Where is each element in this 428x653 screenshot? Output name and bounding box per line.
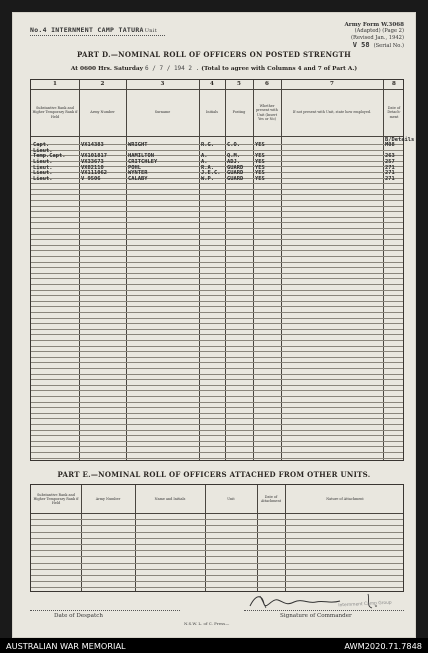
part-d-row-rule <box>31 407 403 408</box>
part-d-row-rule <box>31 385 403 386</box>
form-info <box>344 22 404 50</box>
form-code: Army Form W.3068 <box>344 22 404 28</box>
part-d-row-rule <box>31 396 403 397</box>
part-d-cell-rank: Lieut. <box>33 147 53 154</box>
printer-mark: N.S.W. L. of C. Press— <box>184 621 230 626</box>
part-d-row-rule <box>31 301 403 302</box>
part-d-row-rule <box>31 250 403 251</box>
part-d-cell-rank: Lieut. <box>33 175 53 182</box>
part-d-row-rule <box>31 368 403 369</box>
part-d-row-rule <box>31 295 403 296</box>
part-d-column-divider <box>126 80 127 460</box>
part-d-column-header: Whether present with Unit (Insert Yes or No) <box>256 104 278 121</box>
part-d-column-header: Substantive Rank and Higher Temporary Rank if Held <box>32 106 78 119</box>
part-e-row-rule <box>31 569 403 570</box>
part-d-cell-surname: CRITCHLEY <box>128 158 158 165</box>
part-d-column-header: Date of Detach-ment <box>387 106 401 119</box>
part-d-row-rule <box>31 430 403 431</box>
part-d-row-rule <box>31 306 403 307</box>
part-e-row-rule <box>31 538 403 539</box>
part-d-row-rule <box>31 211 403 212</box>
part-d-header-rule <box>31 89 403 90</box>
part-e-row-rule <box>31 519 403 520</box>
part-d-row-rule <box>31 273 403 274</box>
part-d-cell-initials: R.G. <box>201 142 214 149</box>
part-d-cell-initials: A. <box>201 158 208 165</box>
signature-label: Signature of Commander <box>280 613 352 619</box>
part-d-row-rule <box>31 452 403 453</box>
part-d-cell-initials: R.A. <box>201 164 214 171</box>
part-d-cell-date: 263 <box>385 153 395 160</box>
part-d-cell-number: VX101817 <box>81 153 107 160</box>
part-d-cell-date: 271 <box>385 170 395 177</box>
part-d-cell-rank: Lieut. <box>33 170 53 177</box>
part-d-cell-number: VX111062 <box>81 170 107 177</box>
serial-label: (Serial No.) <box>373 43 404 50</box>
caption-left: AUSTRALIAN WAR MEMORIAL <box>6 640 126 651</box>
part-d-row-rule <box>31 267 403 268</box>
part-e-row-rule <box>31 525 403 526</box>
part-e-column-header: Date of Attachment <box>261 494 281 503</box>
part-d-column-divider <box>383 80 384 460</box>
part-d-cell-number: V 9506 <box>81 175 101 182</box>
part-d-column-header: Initials <box>206 110 218 115</box>
part-d-column-number: 2 <box>100 81 105 87</box>
part-d-cell-present: YES <box>255 153 265 160</box>
part-d-cell-posting: C.O. <box>227 142 240 149</box>
date-handwritten: 6 / 7 / 194 2 . <box>145 65 200 72</box>
part-d-column-number: 5 <box>237 81 241 87</box>
part-d-row-rule <box>31 334 403 335</box>
part-d-column-header: If not present with Unit, state how employed. <box>292 110 372 115</box>
part-d-row-rule <box>31 351 403 352</box>
serial-row <box>344 42 404 49</box>
part-d-row-rule <box>31 183 403 184</box>
part-e-row-rule <box>31 587 403 588</box>
unit-underline <box>30 35 165 36</box>
caption-right: AWM2020.71.7848 <box>344 640 422 651</box>
part-d-cell-rank: Lieut. <box>33 158 53 165</box>
part-d-row-rule <box>31 374 403 375</box>
part-d-column-number: 8 <box>392 81 396 87</box>
part-d-cell-rank: Capt. <box>33 142 50 149</box>
part-d-cell-surname: WRIGHT <box>128 142 148 149</box>
part-d-column-header: Surname <box>154 110 171 115</box>
part-d-column-divider <box>253 80 254 460</box>
part-d-row-rule <box>31 435 403 436</box>
part-e-table <box>30 484 404 592</box>
part-d-cell-date: B/Details <box>385 136 415 143</box>
part-e-column-header: Substantive Rank and Higher Temporary Rank if Held <box>33 492 79 506</box>
part-d-cell-initials: J.E.C. <box>201 170 221 177</box>
part-d-cell-present: YES <box>255 170 265 177</box>
part-d-cell-initials: W.P. <box>201 175 214 182</box>
part-d-cell-posting: Q.M. <box>227 153 240 160</box>
part-e-row-rule <box>31 556 403 557</box>
part-d-column-header: Posting <box>232 110 246 115</box>
part-d-cell-posting: GUARD <box>227 170 244 177</box>
despatch-label: Date of Despatch <box>54 613 103 619</box>
part-d-cell-surname: HAMILTON <box>128 153 154 160</box>
part-d-row-rule <box>31 424 403 425</box>
part-d-column-number: 4 <box>210 81 214 87</box>
part-d-row-rule <box>31 379 403 380</box>
part-d-column-divider <box>199 80 200 460</box>
part-d-row-rule <box>31 200 403 201</box>
unit-name-field <box>30 26 157 34</box>
part-d-cell-rank: Lieut. <box>33 164 53 171</box>
unit-suffix: Unit <box>144 28 158 34</box>
part-d-row-rule <box>31 262 403 263</box>
part-d-row-rule <box>31 290 403 291</box>
part-d-cell-posting: ADJ. <box>227 158 240 165</box>
part-d-row-rule <box>31 222 403 223</box>
part-d-row-rule <box>31 329 403 330</box>
part-e-column-header: Nature of Attachment <box>326 496 364 501</box>
part-d-cell-present: YES <box>255 142 265 149</box>
part-e-row-rule <box>31 563 403 564</box>
part-d-row-rule <box>31 228 403 229</box>
part-d-row-rule <box>31 239 403 240</box>
part-d-cell-date: 257 <box>385 158 395 165</box>
part-d-row-rule <box>31 340 403 341</box>
part-d-row-rule <box>31 402 403 403</box>
part-d-row-rule <box>31 312 403 313</box>
part-d-cell-number: VX82110 <box>81 164 104 171</box>
part-d-row-rule <box>31 234 403 235</box>
part-d-header-rule <box>31 136 403 137</box>
part-d-cell-surname: CALABY <box>128 175 148 182</box>
part-d-cell-date: 271 <box>385 164 395 171</box>
part-e-row-rule <box>31 575 403 576</box>
part-e-row-rule <box>31 581 403 582</box>
part-d-row-rule <box>31 318 403 319</box>
unit-name: No.4 INTERNMENT CAMP TATURA <box>30 26 144 34</box>
subtitle-pre: At 0600 Hrs. Saturday <box>70 66 144 72</box>
part-d-column-number: 3 <box>160 81 165 87</box>
part-e-row-rule <box>31 544 403 545</box>
part-d-subtitle <box>12 65 416 72</box>
subtitle-post: (Total to agree with Columns 4 and 7 of Part A.) <box>201 66 358 72</box>
part-d-column-number: 6 <box>265 81 269 87</box>
part-d-title: PART D.—NOMINAL ROLL OF OFFICERS ON POSTED STRENGTH <box>76 50 352 59</box>
part-d-cell-date: M08 <box>385 142 395 149</box>
part-d-row-rule <box>31 206 403 207</box>
part-e-title: PART E.—NOMINAL ROLL OF OFFICERS ATTACHED FROM OTHER UNITS. <box>57 470 371 479</box>
part-d-row-rule <box>31 150 403 151</box>
despatch-line <box>30 610 180 611</box>
part-d-row-rule <box>31 194 403 195</box>
part-d-cell-present: YES <box>255 164 265 171</box>
serial-value: V 58 <box>352 41 370 50</box>
part-d-row-rule <box>31 323 403 324</box>
form-revised: (Revised Jan., 1942) <box>351 34 404 41</box>
part-d-cell-surname: WYNTER <box>128 170 148 177</box>
part-e-column-header: Unit <box>227 496 235 501</box>
part-d-cell-number: VX14383 <box>81 142 104 149</box>
part-d-column-divider <box>79 80 80 460</box>
part-d-cell-number: VX33673 <box>81 158 104 165</box>
form-adapted: (Adapted) (Page 2) <box>354 28 404 35</box>
part-d-row-rule <box>31 362 403 363</box>
part-d-row-rule <box>31 441 403 442</box>
part-d-row-rule <box>31 413 403 414</box>
part-d-cell-surname: POHL <box>128 164 141 171</box>
part-d-table <box>30 79 415 461</box>
part-d-cell-present: YES <box>255 158 265 165</box>
part-d-row-rule <box>31 346 403 347</box>
part-d-cell-posting: GUARD <box>227 164 244 171</box>
part-d-column-divider <box>281 80 282 460</box>
part-d-cell-initials: A. <box>201 153 208 160</box>
part-d-cell-present: YES <box>255 175 265 182</box>
part-e-row-rule <box>31 532 403 533</box>
part-d-row-rule <box>31 418 403 419</box>
part-d-cell-posting: GUARD <box>227 175 244 182</box>
part-e-column-header: Name and Initials <box>154 496 186 501</box>
part-d-row-rule <box>31 284 403 285</box>
part-d-row-rule <box>31 217 403 218</box>
part-e-header-rule <box>31 513 403 514</box>
part-e-column-header: Army Number <box>95 496 121 501</box>
part-d-row-rule <box>31 446 403 447</box>
part-d-column-header: Army Number <box>90 110 115 115</box>
part-d-row-rule <box>31 189 403 190</box>
part-d-cell-date: 271 <box>385 175 395 182</box>
part-d-row-rule <box>31 390 403 391</box>
part-d-row-rule <box>31 245 403 246</box>
part-d-row-rule <box>31 278 403 279</box>
part-d-row-rule <box>31 458 403 459</box>
part-d-column-number: 1 <box>53 81 57 87</box>
form-sheet <box>12 12 416 638</box>
part-d-row-rule <box>31 256 403 257</box>
part-e-row-rule <box>31 550 403 551</box>
part-d-column-divider <box>225 80 226 460</box>
part-d-column-number: 7 <box>330 81 334 87</box>
caption-bar <box>0 638 428 653</box>
stamp-text: Internment Camp Group <box>338 600 392 609</box>
part-d-row-rule <box>31 357 403 358</box>
part-d-cell-rank: Temp.Capt. <box>33 153 66 160</box>
